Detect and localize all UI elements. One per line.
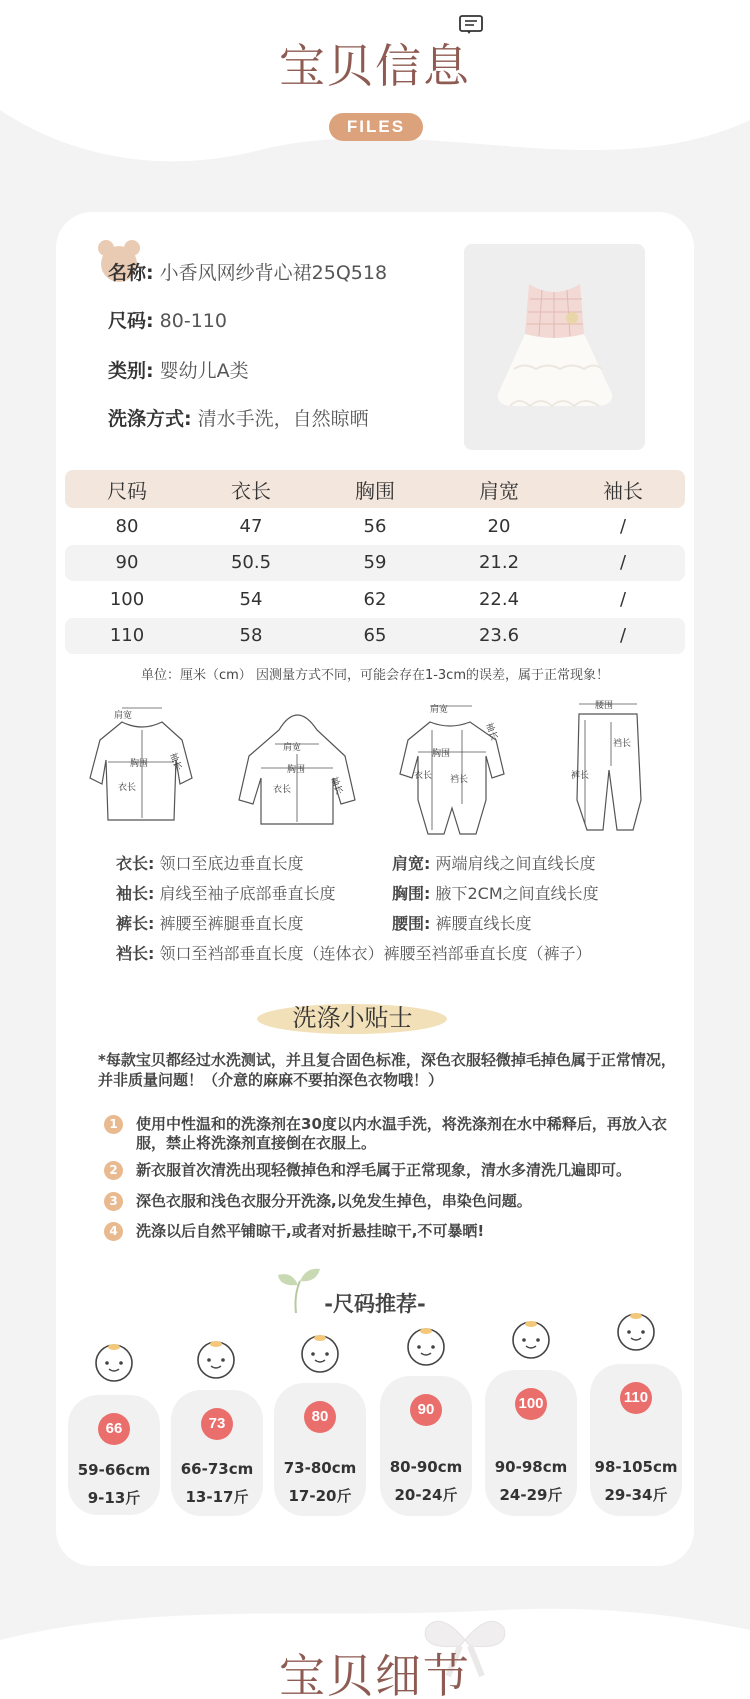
sketch-label: 胸围 xyxy=(432,749,451,759)
tip-number: 1 xyxy=(104,1115,123,1134)
sketch-label: 衣长 xyxy=(273,785,292,795)
files-badge: FILES xyxy=(329,113,423,141)
table-cell: 54 xyxy=(239,588,263,610)
jacket-sketch xyxy=(235,700,360,840)
tip-text: 深色衣服和浅色衣服分开洗涤,以免发生掉色，串染色问题。 xyxy=(136,1192,532,1210)
def-key: 肩宽: xyxy=(392,854,431,873)
sketch-label: 肩宽 xyxy=(283,743,302,753)
table-cell: 23.6 xyxy=(478,625,520,647)
sketch-label: 衣长 xyxy=(414,771,433,781)
info-category-key: 类别: xyxy=(108,360,154,382)
header-cell: 袖长 xyxy=(603,478,643,503)
table-cell: / xyxy=(619,625,627,647)
sketch-label: 腰围 xyxy=(595,701,614,711)
sketch-label: 胸围 xyxy=(130,759,149,769)
tips-title-wrap xyxy=(255,1000,450,1036)
table-cell: 90 xyxy=(115,552,139,574)
header-cell: 尺码 xyxy=(107,478,147,503)
product-photo xyxy=(464,244,645,450)
tips-title: 洗涤小贴士 xyxy=(292,1004,413,1032)
table-cell: 110 xyxy=(109,625,145,647)
def-key: 袖长: xyxy=(116,884,155,903)
tip-text: 洗涤以后自然平铺晾干,或者对折悬挂晾干,不可暴晒! xyxy=(136,1222,485,1240)
baby-face-icon xyxy=(398,1323,454,1367)
sketch-label: 肩宽 xyxy=(430,705,449,715)
recommend-title: -尺码推荐- xyxy=(324,1292,426,1316)
def-key: 腰围: xyxy=(392,914,431,933)
baby-face-icon xyxy=(292,1330,348,1374)
size-badge: 90 xyxy=(410,1394,442,1426)
table-cell: / xyxy=(619,515,627,537)
table-row xyxy=(65,545,685,582)
size-weight: 24-29斤 xyxy=(499,1486,563,1504)
dress-sketch xyxy=(84,700,199,840)
def-pants xyxy=(116,911,304,934)
table-row xyxy=(65,618,685,655)
table-cell: 22.4 xyxy=(478,588,520,610)
sketch-label: 胸围 xyxy=(287,765,306,775)
table-cell: 80 xyxy=(115,515,139,537)
info-size-key: 尺码: xyxy=(108,310,154,332)
size-card xyxy=(274,1383,366,1516)
header-cell: 胸围 xyxy=(355,478,395,503)
def-value: 两端肩线之间直线长度 xyxy=(435,854,596,873)
table-cell: 56 xyxy=(363,515,387,537)
table-cell: 62 xyxy=(363,588,387,610)
sketch-label: 裤长 xyxy=(571,771,590,781)
def-shoulder xyxy=(392,851,596,874)
sketch-label: 衣长 xyxy=(118,783,137,793)
size-badge: 66 xyxy=(98,1413,130,1445)
def-key: 衣长: xyxy=(116,854,155,873)
def-chest xyxy=(392,881,599,904)
def-value: 肩线至袖子底部垂直长度 xyxy=(159,884,336,903)
size-height: 73-80cm xyxy=(283,1459,357,1477)
sketch-label: 袖长 xyxy=(328,775,344,796)
size-card xyxy=(171,1390,263,1516)
tip-item xyxy=(104,1161,684,1181)
info-name-value: 小香风网纱背心裙25Q518 xyxy=(159,262,388,284)
def-waist xyxy=(392,911,532,934)
def-key: 裤长: xyxy=(116,914,155,933)
def-key: 胸围: xyxy=(392,884,431,903)
tip-item xyxy=(104,1222,684,1242)
table-cell: 59 xyxy=(363,552,387,574)
size-table xyxy=(65,470,685,654)
baby-face-icon xyxy=(86,1339,142,1383)
size-card xyxy=(380,1376,472,1516)
header-cell: 衣长 xyxy=(231,478,271,503)
unit-note: 单位：厘米（cm） 因测量方式不同，可能会存在1-3cm的误差，属于正常现象！ xyxy=(141,668,609,683)
baby-face-icon xyxy=(188,1336,244,1380)
def-sleeve xyxy=(116,881,336,904)
size-badge: 73 xyxy=(201,1408,233,1440)
tip-item xyxy=(104,1192,684,1212)
size-badge: 100 xyxy=(515,1388,547,1420)
info-wash-row xyxy=(108,404,369,431)
info-size-row xyxy=(108,306,227,333)
size-height: 80-90cm xyxy=(389,1458,463,1476)
tip-number: 3 xyxy=(104,1192,123,1211)
romper-sketch xyxy=(392,700,512,840)
header-cell: 肩宽 xyxy=(479,478,519,503)
baby-face-icon xyxy=(608,1308,664,1352)
tip-item xyxy=(104,1115,684,1155)
tips-notice: *每款宝贝都经过水洗测试，并且复合固色标准，深色衣服轻微掉毛掉色属于正常情况，并非质量问题！（介意的麻麻不要拍深色衣物哦！） xyxy=(98,1051,676,1089)
baby-face-icon xyxy=(503,1316,559,1360)
sketch-label: 肩宽 xyxy=(114,711,133,721)
tip-text: 新衣服首次清洗出现轻微掉色和浮毛属于正常现象，清水多清洗几遍即可。 xyxy=(136,1161,632,1179)
sketch-label: 裆长 xyxy=(613,739,632,749)
size-weight: 17-20斤 xyxy=(288,1487,352,1505)
def-value: 腋下2CM之间直线长度 xyxy=(435,884,599,903)
table-row xyxy=(65,508,685,545)
info-wash-value: 清水手洗，自然晾晒 xyxy=(197,408,369,430)
size-table-header xyxy=(65,470,685,508)
size-height: 66-73cm xyxy=(180,1460,254,1478)
size-height: 90-98cm xyxy=(494,1458,568,1476)
table-cell: 47 xyxy=(239,515,263,537)
table-cell: 65 xyxy=(363,625,387,647)
def-crotch xyxy=(116,941,592,964)
size-height: 98-105cm xyxy=(594,1458,678,1476)
table-cell: / xyxy=(619,552,627,574)
size-card xyxy=(590,1364,682,1516)
sketch-label: 袖长 xyxy=(483,721,499,742)
table-cell: 21.2 xyxy=(478,552,520,574)
def-value: 裤腰至裤腿垂直长度 xyxy=(159,914,304,933)
info-category-row xyxy=(108,356,249,383)
def-key: 裆长: xyxy=(116,944,155,963)
table-cell: 100 xyxy=(109,588,145,610)
table-cell: 58 xyxy=(239,625,263,647)
size-badge: 80 xyxy=(304,1401,336,1433)
tip-number: 2 xyxy=(104,1161,123,1180)
size-weight: 29-34斤 xyxy=(604,1486,668,1504)
def-value: 裤腰直线长度 xyxy=(435,914,532,933)
info-size-value: 80-110 xyxy=(159,310,227,332)
tip-text: 使用中性温和的洗涤剂在30度以内水温手洗，将洗涤剂在水中稀释后，再放入衣服，禁止将洗涤剂直接倒在衣服上。 xyxy=(136,1115,667,1152)
info-wash-key: 洗涤方式: xyxy=(108,408,192,430)
page-title: 宝贝信息 xyxy=(279,39,471,93)
tip-number: 4 xyxy=(104,1222,123,1241)
info-category-value: 婴幼儿A类 xyxy=(159,360,249,382)
size-weight: 13-17斤 xyxy=(185,1488,249,1506)
def-value: 领口至裆部垂直长度（连体衣）裤腰至裆部垂直长度（裤子） xyxy=(159,944,592,963)
def-value: 领口至底边垂直长度 xyxy=(159,854,304,873)
size-card xyxy=(68,1395,160,1515)
def-length xyxy=(116,851,304,874)
table-row xyxy=(65,581,685,618)
table-cell: 20 xyxy=(487,515,511,537)
sketch-label: 袖长 xyxy=(167,751,183,772)
sketch-label: 裆长 xyxy=(450,775,469,785)
table-cell: / xyxy=(619,588,627,610)
size-card xyxy=(485,1370,577,1516)
table-cell: 50.5 xyxy=(230,552,272,574)
size-badge: 110 xyxy=(620,1382,652,1414)
details-title: 宝贝细节 xyxy=(279,1649,471,1699)
dress-illustration xyxy=(464,244,645,450)
size-weight: 9-13斤 xyxy=(87,1489,141,1507)
info-name-row xyxy=(108,258,387,285)
size-height: 59-66cm xyxy=(77,1461,151,1479)
info-name-key: 名称: xyxy=(108,262,154,284)
size-weight: 20-24斤 xyxy=(394,1486,458,1504)
pants-sketch xyxy=(565,700,650,840)
